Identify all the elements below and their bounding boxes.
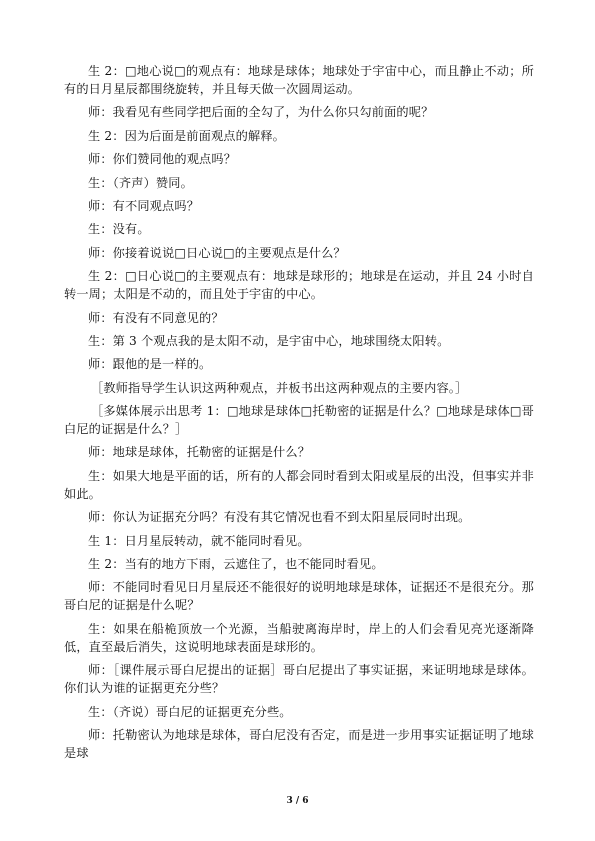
paragraph: 生 2：因为后面是前面观点的解释。 bbox=[88, 128, 285, 143]
paragraph: 师：你们赞同他的观点吗？ bbox=[88, 152, 237, 167]
paragraph: 生：如果大地是平面的话，所有的人都会同时看到太阳或星辰的出没，但事实并非如此。 bbox=[64, 468, 534, 501]
paragraph: 师：［课件展示哥白尼提出的证据］哥白尼提出了事实证据，来证明地球是球体。你们认为谁的证据更充分些？ bbox=[64, 663, 534, 696]
document-body bbox=[64, 62, 534, 767]
paragraph: 生：没有。 bbox=[88, 222, 150, 237]
paragraph: 师：跟他的是一样的。 bbox=[88, 357, 212, 372]
stage-direction: ［教师指导学生认识这两种观点，并板书出这两种观点的主要内容。］ bbox=[91, 380, 468, 395]
paragraph: 师：不能同时看见日月星辰还不能很好的说明地球是球体，证据还不是很充分。那哥白尼的证据是什么呢？ bbox=[64, 580, 534, 613]
stage-direction: ［多媒体展示出思考 1：□地球是球体□托勒密的证据是什么？□地球是球体□哥白尼的证据是什么？］ bbox=[64, 404, 534, 437]
paragraph: 生 1：日月星辰转动，就不能同时看见。 bbox=[88, 533, 310, 548]
paragraph: 师：托勒密认为地球是球体，哥白尼没有否定，而是进一步用事实证据证明了地球是球 bbox=[64, 727, 534, 760]
paragraph: 生 2：□地心说□的观点有：地球是球体；地球处于宇宙中心，而且静止不动；所有的日月星辰都围绕旋转，并且每天做一次圆周运动。 bbox=[64, 64, 534, 96]
paragraph: 师：有不同观点吗？ bbox=[88, 198, 200, 213]
paragraph: 生：第 3 个观点我的是太阳不动，是宇宙中心，地球围绕太阳转。 bbox=[88, 333, 450, 348]
paragraph: 师：你认为证据充分吗？有没有其它情况也看不到太阳星辰同时出现。 bbox=[88, 510, 471, 525]
paragraph: 生：（齐说）哥白尼的证据更充分些。 bbox=[88, 704, 292, 719]
paragraph: 师：有没有不同意见的？ bbox=[88, 310, 224, 325]
paragraph: 生 2：当有的地方下雨，云遮住了，也不能同时看见。 bbox=[88, 557, 384, 572]
paragraph: 师：我看见有些同学把后面的全勾了，为什么你只勾前面的呢？ bbox=[88, 105, 434, 120]
paragraph: 生：（齐声）赞同。 bbox=[88, 175, 193, 190]
page-number: 3 / 6 bbox=[286, 796, 309, 806]
paragraph: 师：地球是球体，托勒密的证据是什么？ bbox=[88, 445, 311, 460]
paragraph: 生：如果在船桅顶放一个光源，当船驶离海岸时，岸上的人们会看见亮光逐渐降低，直至最后消失，这说明地球表面是球形的。 bbox=[64, 621, 534, 654]
paragraph: 师：你接着说说□日心说□的主要观点是什么？ bbox=[88, 245, 346, 260]
paragraph: 生 2：□日心说□的主要观点有：地球是球形的；地球是在运动，并且 24 小时自转一周；太阳是不动的，而且处于宇宙的中心。 bbox=[64, 269, 534, 302]
